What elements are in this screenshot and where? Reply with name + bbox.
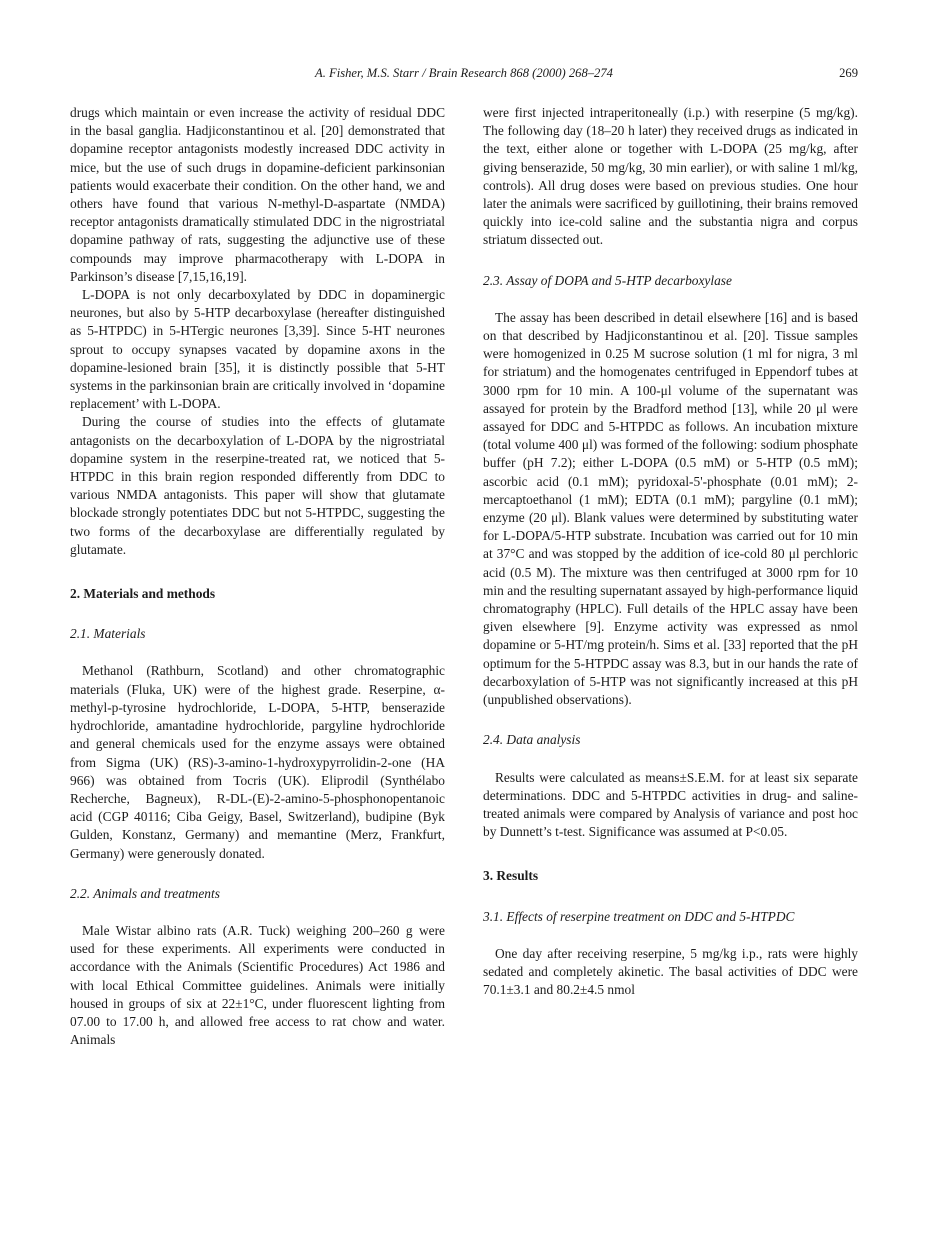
section-heading: 3. Results [483,868,539,884]
paragraph: Results were calculated as means±S.E.M. for at least six separate determinations. DDC and 5-HTPDC activities in drug- and saline-treated animals were compared by Analysis of variance and post hoc by Dunnett’s t-test. Significance was assumed at P<0.05. [483,769,858,840]
paragraph: During the course of studies into the effects of glutamate antagonists on the decarboxylation of L-DOPA by the nigrostriatal dopamine system in the reserpine-treated rat, we noticed that 5-HTPDC in this brain region responded differently from DDC to various NMDA antagonists. This paper will show that glutamate blockade strongly potentiates DDC but not 5-HTPDC, suggesting the two forms of the decarboxylase are differentially regulated by glutamate. [70,414,445,557]
subsection-heading: 2.3. Assay of DOPA and 5-HTP decarboxylase [483,272,732,288]
paragraph: Methanol (Rathburn, Scotland) and other chromatographic materials (Fluka, UK) were of the highest grade. Reserpine, α-methyl-p-tyrosine hydrochloride, L-DOPA, 5-HTP, benserazide hydrochloride, amantadine hydrochloride, pargyline hydrochloride and general chemicals used for the enzyme assays were obtained from Sigma (UK) (RS)-3-amino-1-hydroxypyrrolidin-2-one (HA 966) was obtained from Tocris (UK). Eliprodil (Synthélabo Recherche, Bagneux), R-DL-(E)-2-amino-5-phosphonopentanoic acid (CGP 40116; Ciba Geigy, Basel, Switzerland), budipine (Byk Gulden, Konstanz, Germany) and memantine (Merz, Frankfurt, Germany) were generously donated. [70,663,445,861]
paragraph: were first injected intraperitoneally (i.p.) with reserpine (5 mg/kg). The following day (18–20 h later) they received drugs as indicated in the text, either alone or together with L-DOPA (25 mg/kg, after giving benserazide, 50 mg/kg, 30 min earlier), or with saline 1 ml/kg, controls). All drug doses were based on previous studies. One hour later the animals were sacrificed by guillotining, their brains removed quickly into ice-cold saline and the substantia nigra and corpus striatum dissected out. [483,105,858,248]
paragraph: The assay has been described in detail elsewhere [16] and is based on that described by Hadjiconstantinou et al. [20]. Tissue samples were homogenized in 0.25 M sucrose solution (1 ml for nigra, 3 ml for striatum) and the homogenates centrifuged in Eppendorf tubes at 3000 rpm for 10 min. A 100-μl volume of the supernatant was assayed for protein by the Bradford method [13], while 20 μl were assayed for DDC and 5-HTPDC as follows. An incubation mixture (total volume 400 μl) was formed of the following: sodium phosphate buffer (pH 7.2); either L-DOPA (0.5 mM) or 5-HTP (0.5 mM); ascorbic acid (0.1 mM); pyridoxal-5'-phosphate (0.01 mM); 2-mercaptoethanol (1 mM); EDTA (0.1 mM); pargyline (0.1 mM); enzyme (20 μl). Blank values were determined by substituting water for L-DOPA/5-HTP substrate. Incubation was carried out for 10 min at 37°C and was stopped by the addition of ice-cold 80 μl perchloric acid (0.5 M). The mixture was then centrifuged at 3000 rpm for 10 min and the resulting supernatant assayed by high-performance liquid chromatography (HPLC). Full details of the HPLC assay have been given elsewhere [9]. Enzyme activity was expressed as nmol dopamine or 5-HT/mg protein/h. Sims et al. [33] reported that the pH optimum for the 5-HTPDC assay was 8.3, but in our hands the rate of decarboxylation of 5-HTP was not significantly increased at this pH (unpublished observations). [483,309,858,708]
section-heading: 2. Materials and methods [70,586,216,602]
subsection-heading: 2.4. Data analysis [483,732,581,748]
right-column [483,104,858,1049]
paragraph: One day after receiving reserpine, 5 mg/kg i.p., rats were highly sedated and completely akinetic. The basal activities of DDC were 70.1±3.1 and 80.2±4.5 nmol [483,945,858,998]
running-head [70,64,858,82]
paragraph: L-DOPA is not only decarboxylated by DDC in dopaminergic neurones, but also by 5-HTP decarboxylase (hereafter distinguished as 5-HTPDC) in 5-HTergic neurones [3,39]. Since 5-HT neurones sprout to occupy synapses vacated by dopamine axons in the dopamine-lesioned brain [35], it is distinctly possible that 5-HT systems in the parkinsonian brain are critically involved in ‘dopamine replacement’ with L-DOPA. [70,287,445,412]
two-column-body [70,104,858,1049]
running-head-citation: A. Fisher, M.S. Starr / Brain Research 868 (2000) 268–274 [315,66,613,80]
left-column [70,104,445,1049]
subsection-heading: 2.2. Animals and treatments [70,885,220,901]
page-number: 269 [839,66,858,80]
paragraph: drugs which maintain or even increase the activity of residual DDC in the basal ganglia. Hadjiconstantinou et al. [20] demonstrated that dopamine receptor antagonists modestly increased DDC activity in mice, but the use of such drugs in dopamine-deficient parkinsonian patients would exacerbate their condition. On the other hand, we and others have found that various N-methyl-D-aspartate (NMDA) receptor antagonists dramatically stimulated DDC in the nigrostriatal dopamine pathway of rats, suggesting the adjunctive use of these compounds may improve pharmacotherapy with L-DOPA in Parkinson’s disease [7,15,16,19]. [70,105,445,284]
subsection-heading: 3.1. Effects of reserpine treatment on DDC and 5-HTPDC [483,908,795,924]
subsection-heading: 2.1. Materials [70,626,146,642]
paragraph: Male Wistar albino rats (A.R. Tuck) weighing 200–260 g were used for these experiments. All experiments were conducted in accordance with the Animals (Scientific Procedures) Act 1986 and with local Ethical Committee guidelines. Animals were initially housed in groups of six at 22±1°C, under fluorescent lighting from 07.00 to 17.00 h, and allowed free access to rat chow and water. Animals [70,922,445,1048]
